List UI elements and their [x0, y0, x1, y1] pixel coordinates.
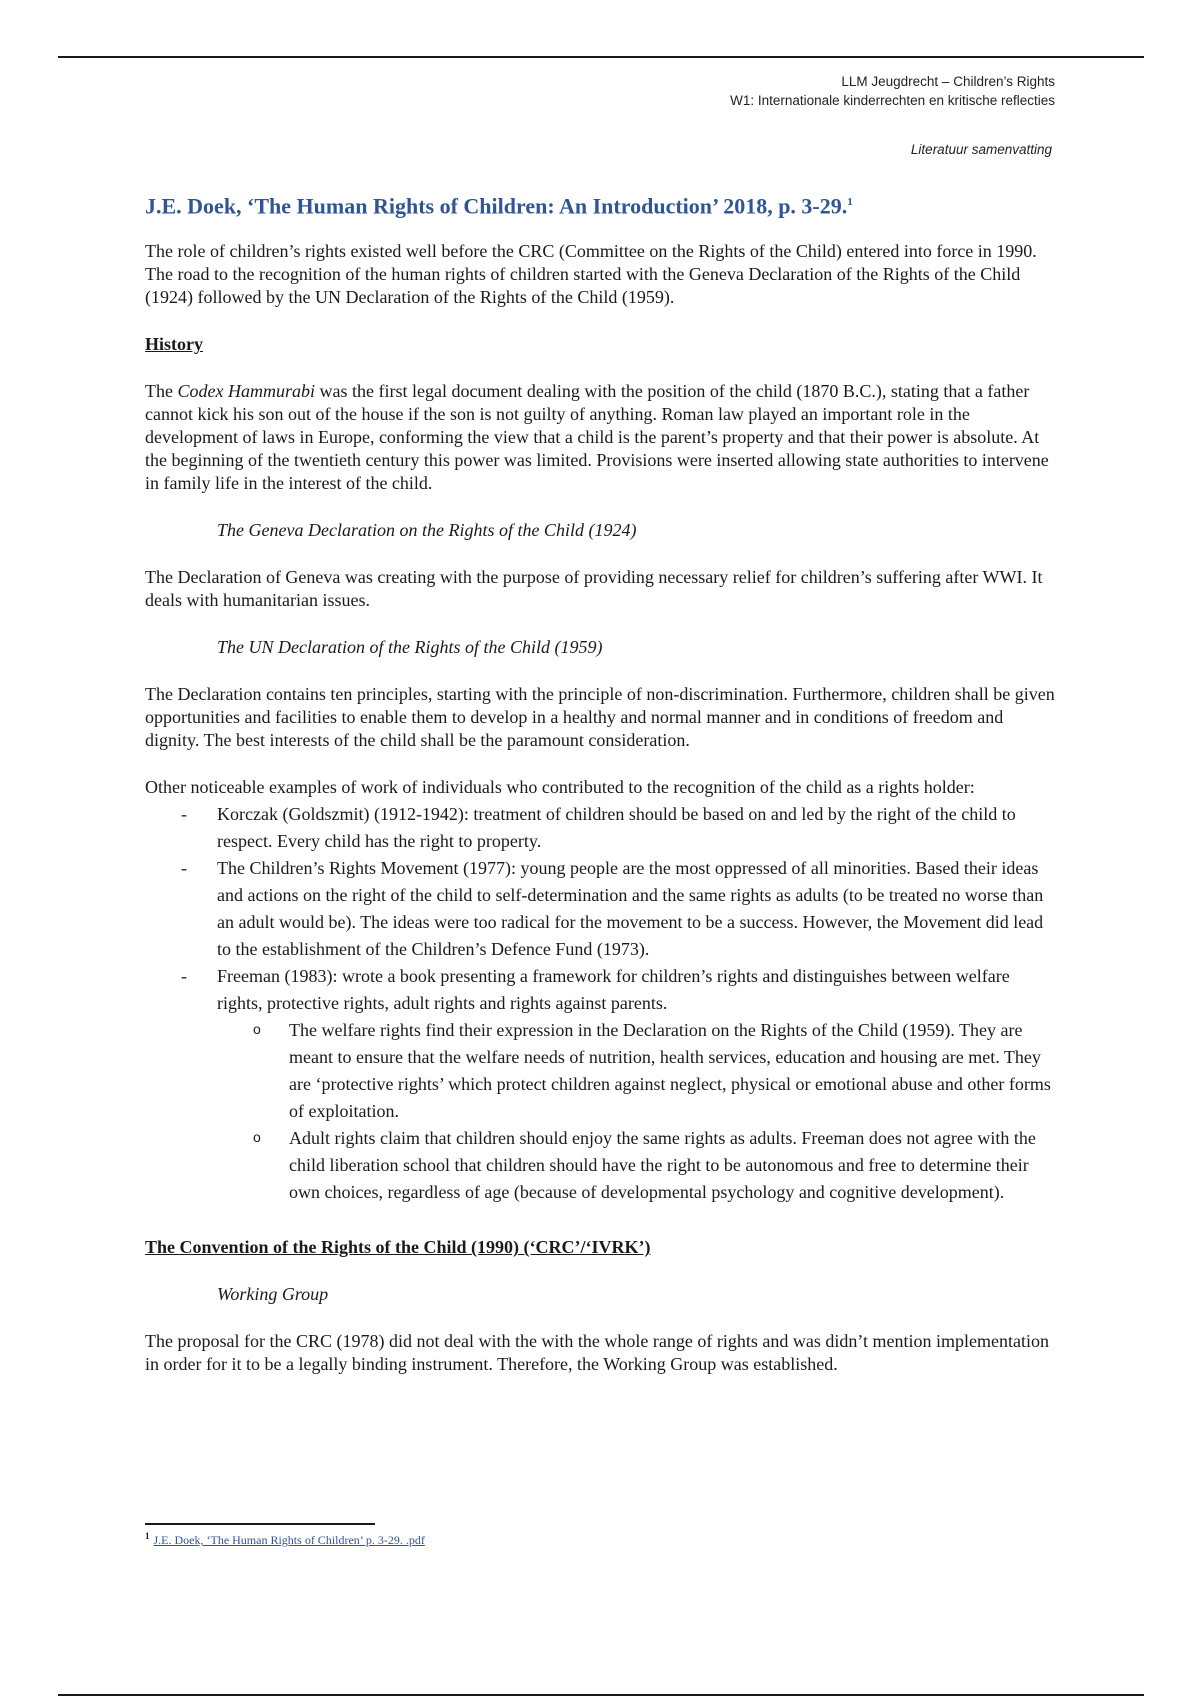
footnote: [145, 1531, 425, 1548]
header-week: W1: Internationale kinderrechten en kritische reflecties: [730, 93, 1055, 108]
working-group-subheading: Working Group: [217, 1284, 329, 1305]
history-text-post: was the first legal document dealing with the position of the child (1870 B.C.), stating that a father cannot kick his son out of the house if the son is not guilty of anything. Roman law played an important role in the development of laws in Europe, conforming the view that a child is the parent’s property and that their power is absolute. At the beginning of the twentieth century this power was limited. Provisions were inserted allowing state authorities to intervene in family life in the interest of the child.: [145, 381, 1049, 494]
freeman-sublist: [217, 1017, 1055, 1206]
footnote-link[interactable]: J.E. Doek, ‘The Human Rights of Children’ p. 3-29. .pdf: [153, 1533, 425, 1547]
geneva-subheading: The Geneva Declaration on the Rights of the Child (1924): [217, 520, 637, 541]
codex-hammurabi-term: Codex Hammurabi: [177, 381, 315, 402]
working-group-paragraph: The proposal for the CRC (1978) did not deal with the with the whole range of rights and was didn’t mention implementation in order for it to be a legally binding instrument. Therefore, the Working Group was established.: [145, 1331, 1049, 1375]
list-item: [145, 963, 1055, 1206]
intro-paragraph: The role of children’s rights existed well before the CRC (Committee on the Rights of the Child) entered into force in 1990. The road to the recognition of the human rights of children started with the Geneva Declaration of the Rights of the Child (1924) followed by the UN Declaration of the Rights of the Child (1959).: [145, 241, 1037, 308]
footnote-separator: [145, 1523, 375, 1525]
geneva-paragraph: The Declaration of Geneva was creating with the purpose of providing necessary relief for children’s suffering after WWI. It deals with humanitarian issues.: [145, 567, 1043, 611]
history-text-pre: The: [145, 381, 178, 402]
footer-rule: [58, 1694, 1144, 1696]
crc-heading: The Convention of the Rights of the Child (1990) (‘CRC’/‘IVRK’): [145, 1237, 651, 1258]
title-footnote-ref[interactable]: 1: [847, 196, 853, 208]
header-course: LLM Jeugdrecht – Children’s Rights: [841, 74, 1055, 89]
freeman-item-text: Freeman (1983): wrote a book presenting a framework for children’s rights and distinguishes between welfare rights, protective rights, adult rights and rights against parents.: [217, 966, 1010, 1014]
header-label: Literatuur samenvatting: [910, 142, 1052, 157]
page-header: [730, 72, 1055, 110]
history-paragraph: [145, 380, 1055, 495]
examples-list: [145, 801, 1055, 1206]
list-item: o The welfare rights find their expression in the Declaration on the Rights of the Child (1959). They are meant to ensure that the welfare needs of nutrition, health services, education and housing are met. They are ‘protective rights’ which protect children against neglect, physical or emotional abuse and other forms of exploitation.: [217, 1017, 1055, 1125]
document-body: [145, 188, 1055, 1400]
list-item: o Adult rights claim that children should enjoy the same rights as adults. Freeman does not agree with the child liberation school that children should have the right to be autonomous and free to determine their own choices, regardless of age (because of developmental psychology and cognitive development).: [217, 1125, 1055, 1206]
examples-intro: Other noticeable examples of work of individuals who contributed to the recognition of the child as a rights holder:: [145, 777, 975, 798]
history-heading: History: [145, 334, 203, 355]
list-item: - Korczak (Goldszmit) (1912-1942): treatment of children should be based on and led by the right of the child to respect. Every child has the right to property.: [145, 801, 1055, 855]
header-rule: [58, 56, 1144, 58]
footnote-number: 1: [145, 1531, 150, 1541]
document-title: [145, 188, 1055, 220]
list-item: - The Children’s Rights Movement (1977): young people are the most oppressed of all minorities. Based their ideas and actions on the right of the child to self-determination and the same rights as adults (to be treated no worse than an adult would be). The ideas were too radical for the movement to be a success. However, the Movement did lead to the establishment of the Children’s Defence Fund (1973).: [145, 855, 1055, 963]
un-paragraph: The Declaration contains ten principles, starting with the principle of non-discrimination. Furthermore, children shall be given opportunities and facilities to enable them to develop in a healthy and normal manner and in conditions of freedom and dignity. The best interests of the child shall be the paramount consideration.: [145, 684, 1055, 751]
un-subheading: The UN Declaration of the Rights of the Child (1959): [217, 637, 603, 658]
title-text: J.E. Doek, ‘The Human Rights of Children: An Introduction’ 2018, p. 3-29.: [145, 193, 848, 219]
